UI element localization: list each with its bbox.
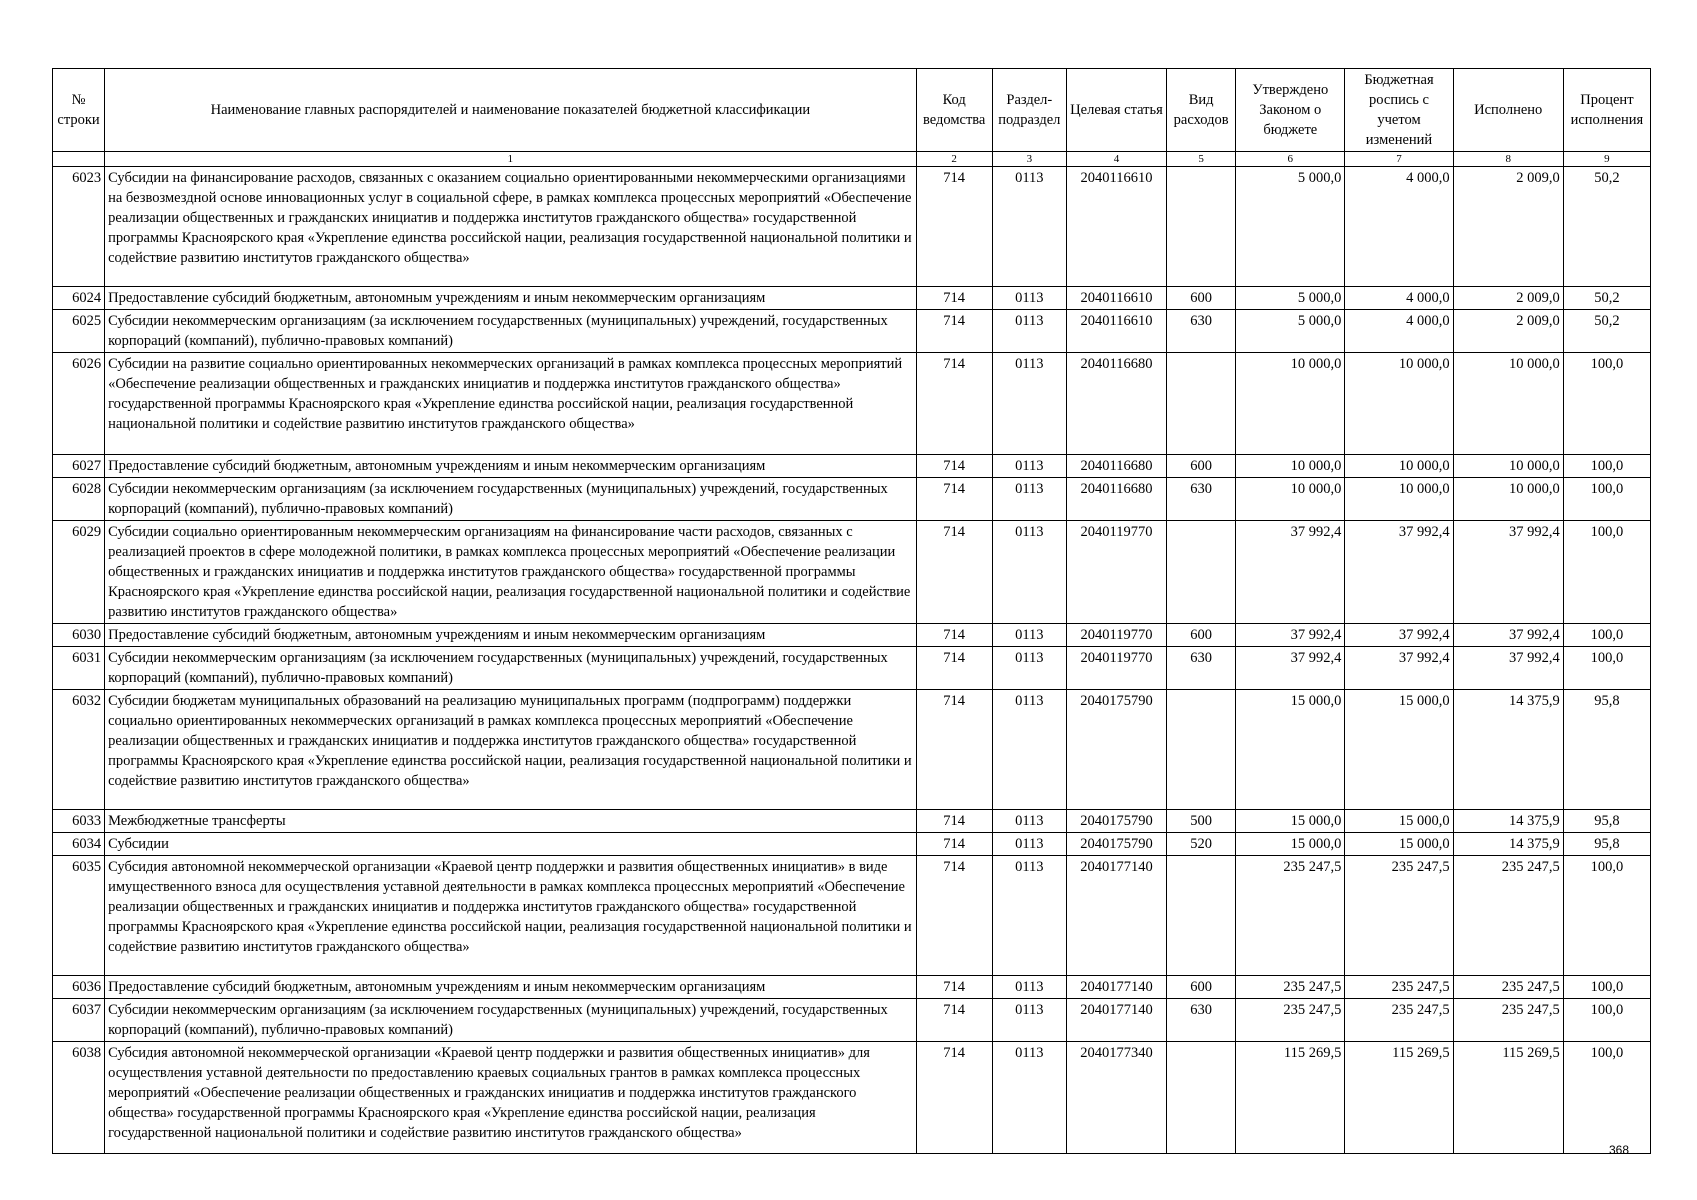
row-approved: 115 269,5 [1236,1042,1345,1154]
row-budget: 235 247,5 [1345,999,1453,1042]
row-expense-type [1167,690,1236,810]
row-budget: 37 992,4 [1345,521,1453,624]
row-approved: 10 000,0 [1236,478,1345,521]
row-target: 2040116610 [1066,167,1166,287]
row-percent: 100,0 [1563,521,1650,624]
table-body [53,167,1651,1154]
row-budget: 4 000,0 [1345,167,1453,287]
row-number: 6033 [53,810,105,833]
row-section: 0113 [992,976,1066,999]
row-target: 2040177340 [1066,1042,1166,1154]
table-row [53,833,1651,856]
column-number-row [53,152,1651,167]
row-number: 6025 [53,310,105,353]
row-number: 6029 [53,521,105,624]
header-budget: Бюджетная роспись с учетом изменений [1345,69,1453,152]
row-number: 6037 [53,999,105,1042]
row-expense-type: 600 [1167,287,1236,310]
table-row [53,647,1651,690]
row-executed: 10 000,0 [1453,353,1563,455]
row-section: 0113 [992,690,1066,810]
row-number: 6032 [53,690,105,810]
column-number-blank [53,152,105,167]
column-number: 9 [1563,152,1650,167]
header-expense-type: Вид расходов [1167,69,1236,152]
row-budget: 235 247,5 [1345,976,1453,999]
table-row [53,167,1651,287]
row-name: Субсидии на финансирование расходов, связанных с оказанием социально ориентированными некоммерческими организациями на безвозмездной основе инновационных услуг в социальной сфере, в рамках комплекса процессных мероприятий «Обеспечение реализации общественных и гражданских инициатив и поддержка институтов гражданского общества» государственной программы Красноярского края «Укрепление единства российской нации, реализация государственной национальной политики и содействие развитию институтов гражданского общества» [105,167,917,287]
row-executed: 235 247,5 [1453,856,1563,976]
row-name: Предоставление субсидий бюджетным, автономным учреждениям и иным некоммерческим организациям [105,287,917,310]
row-section: 0113 [992,647,1066,690]
row-number: 6024 [53,287,105,310]
row-target: 2040177140 [1066,999,1166,1042]
row-expense-type: 600 [1167,455,1236,478]
row-dept-code: 714 [916,810,992,833]
header-dept-code: Код ведомства [916,69,992,152]
row-executed: 2 009,0 [1453,287,1563,310]
row-percent: 100,0 [1563,455,1650,478]
row-name: Межбюджетные трансферты [105,810,917,833]
page-number: 368 [1608,1143,1629,1157]
row-dept-code: 714 [916,167,992,287]
column-number: 1 [105,152,917,167]
column-number: 5 [1167,152,1236,167]
row-approved: 15 000,0 [1236,810,1345,833]
row-percent: 95,8 [1563,833,1650,856]
row-executed: 37 992,4 [1453,647,1563,690]
table-row [53,856,1651,976]
row-budget: 10 000,0 [1345,478,1453,521]
row-number: 6030 [53,624,105,647]
row-percent: 100,0 [1563,624,1650,647]
row-percent: 100,0 [1563,976,1650,999]
row-dept-code: 714 [916,833,992,856]
row-name: Субсидии некоммерческим организациям (за исключением государственных (муниципальных) учреждений, государственных корпораций (компаний), публично-правовых компаний) [105,647,917,690]
column-number: 3 [992,152,1066,167]
row-approved: 15 000,0 [1236,833,1345,856]
table-row [53,624,1651,647]
row-percent: 100,0 [1563,353,1650,455]
row-budget: 4 000,0 [1345,287,1453,310]
row-percent: 100,0 [1563,856,1650,976]
row-approved: 5 000,0 [1236,287,1345,310]
row-target: 2040177140 [1066,976,1166,999]
row-budget: 15 000,0 [1345,810,1453,833]
row-target: 2040175790 [1066,690,1166,810]
column-number: 2 [916,152,992,167]
row-executed: 2 009,0 [1453,310,1563,353]
row-budget: 4 000,0 [1345,310,1453,353]
row-section: 0113 [992,810,1066,833]
row-percent: 50,2 [1563,167,1650,287]
column-number: 4 [1066,152,1166,167]
table-header-row [53,69,1651,152]
row-number: 6027 [53,455,105,478]
row-percent: 100,0 [1563,999,1650,1042]
table-row [53,478,1651,521]
row-name: Субсидии некоммерческим организациям (за исключением государственных (муниципальных) учреждений, государственных корпораций (компаний), публично-правовых компаний) [105,999,917,1042]
row-target: 2040116610 [1066,310,1166,353]
row-executed: 235 247,5 [1453,976,1563,999]
row-number: 6035 [53,856,105,976]
row-section: 0113 [992,353,1066,455]
row-name: Субсидия автономной некоммерческой организации «Краевой центр поддержки и развития общественных инициатив» в виде имущественного взноса для осуществления уставной деятельности в рамках комплекса процессных мероприятий «Обеспечение реализации общественных и гражданских инициатив и поддержка институтов гражданского общества» государственной программы Красноярского края «Укрепление единства российской нации, реализация государственной национальной политики и содействие развитию институтов гражданского общества» [105,856,917,976]
row-approved: 10 000,0 [1236,353,1345,455]
row-executed: 14 375,9 [1453,810,1563,833]
header-name: Наименование главных распорядителей и наименование показателей бюджетной классификации [105,69,917,152]
row-section: 0113 [992,856,1066,976]
row-section: 0113 [992,478,1066,521]
row-expense-type [1167,856,1236,976]
row-dept-code: 714 [916,455,992,478]
row-target: 2040116610 [1066,287,1166,310]
table-row [53,976,1651,999]
row-number: 6023 [53,167,105,287]
row-budget: 10 000,0 [1345,353,1453,455]
column-number: 7 [1345,152,1453,167]
row-dept-code: 714 [916,1042,992,1154]
row-approved: 37 992,4 [1236,624,1345,647]
row-dept-code: 714 [916,624,992,647]
budget-table [52,68,1651,1154]
header-approved: Утверждено Законом о бюджете [1236,69,1345,152]
row-dept-code: 714 [916,287,992,310]
row-budget: 10 000,0 [1345,455,1453,478]
header-percent: Процент исполнения [1563,69,1650,152]
header-executed: Исполнено [1453,69,1563,152]
row-section: 0113 [992,833,1066,856]
row-dept-code: 714 [916,478,992,521]
row-number: 6036 [53,976,105,999]
header-row-number: № строки [53,69,105,152]
row-section: 0113 [992,1042,1066,1154]
row-approved: 37 992,4 [1236,647,1345,690]
row-executed: 10 000,0 [1453,478,1563,521]
row-dept-code: 714 [916,690,992,810]
row-section: 0113 [992,521,1066,624]
row-expense-type: 630 [1167,310,1236,353]
row-section: 0113 [992,455,1066,478]
column-number: 8 [1453,152,1563,167]
row-number: 6026 [53,353,105,455]
row-percent: 50,2 [1563,310,1650,353]
table-row [53,310,1651,353]
row-target: 2040116680 [1066,353,1166,455]
row-expense-type: 520 [1167,833,1236,856]
row-approved: 235 247,5 [1236,976,1345,999]
row-approved: 10 000,0 [1236,455,1345,478]
row-percent: 100,0 [1563,1042,1650,1154]
row-percent: 100,0 [1563,647,1650,690]
header-target: Целевая статья [1066,69,1166,152]
row-approved: 15 000,0 [1236,690,1345,810]
row-section: 0113 [992,287,1066,310]
column-number: 6 [1236,152,1345,167]
row-number: 6028 [53,478,105,521]
row-name: Субсидии бюджетам муниципальных образований на реализацию муниципальных программ (подпрограмм) поддержки социально ориентированных некоммерческих организаций в рамках комплекса процессных мероприятий «Обеспечение реализации общественных и гражданских инициатив и поддержка институтов гражданского общества» государственной программы Красноярского края «Укрепление единства российской нации, реализация государственной национальной политики и содействие развитию институтов гражданского общества» [105,690,917,810]
row-approved: 235 247,5 [1236,999,1345,1042]
row-expense-type [1167,353,1236,455]
row-percent: 50,2 [1563,287,1650,310]
header-section: Раздел-подраздел [992,69,1066,152]
table-row [53,999,1651,1042]
row-budget: 115 269,5 [1345,1042,1453,1154]
row-expense-type: 500 [1167,810,1236,833]
row-budget: 37 992,4 [1345,624,1453,647]
row-executed: 10 000,0 [1453,455,1563,478]
row-executed: 115 269,5 [1453,1042,1563,1154]
row-executed: 14 375,9 [1453,690,1563,810]
table-row [53,287,1651,310]
row-dept-code: 714 [916,999,992,1042]
row-section: 0113 [992,999,1066,1042]
row-dept-code: 714 [916,353,992,455]
row-number: 6038 [53,1042,105,1154]
row-expense-type: 630 [1167,478,1236,521]
row-expense-type [1167,1042,1236,1154]
table-row [53,455,1651,478]
table-row [53,521,1651,624]
table-row [53,353,1651,455]
row-name: Субсидии социально ориентированным некоммерческим организациям на финансирование части расходов, связанных с реализацией проектов в сфере молодежной политики, в рамках комплекса процессных мероприятий «Обеспечение реализации общественных и гражданских инициатив и поддержка институтов гражданского общества» государственной программы Красноярского края «Укрепление единства российской нации, реализация государственной национальной политики и содействие развитию институтов гражданского общества» [105,521,917,624]
row-budget: 15 000,0 [1345,690,1453,810]
row-approved: 5 000,0 [1236,167,1345,287]
row-name: Субсидии [105,833,917,856]
row-expense-type [1167,167,1236,287]
row-percent: 100,0 [1563,478,1650,521]
row-dept-code: 714 [916,521,992,624]
row-executed: 14 375,9 [1453,833,1563,856]
row-name: Субсидии на развитие социально ориентированных некоммерческих организаций в рамках комплекса процессных мероприятий «Обеспечение реализации общественных и гражданских инициатив и поддержка институтов гражданского общества» государственной программы Красноярского края «Укрепление единства российской нации, реализация государственной национальной политики и содействие развитию институтов гражданского общества» [105,353,917,455]
row-percent: 95,8 [1563,810,1650,833]
row-section: 0113 [992,167,1066,287]
row-expense-type [1167,521,1236,624]
row-approved: 37 992,4 [1236,521,1345,624]
row-target: 2040119770 [1066,521,1166,624]
row-section: 0113 [992,310,1066,353]
row-dept-code: 714 [916,647,992,690]
row-budget: 37 992,4 [1345,647,1453,690]
row-expense-type: 600 [1167,976,1236,999]
row-target: 2040119770 [1066,647,1166,690]
row-target: 2040116680 [1066,478,1166,521]
row-dept-code: 714 [916,856,992,976]
row-target: 2040119770 [1066,624,1166,647]
row-approved: 5 000,0 [1236,310,1345,353]
row-number: 6034 [53,833,105,856]
row-name: Субсидии некоммерческим организациям (за исключением государственных (муниципальных) учреждений, государственных корпораций (компаний), публично-правовых компаний) [105,310,917,353]
row-expense-type: 630 [1167,647,1236,690]
row-number: 6031 [53,647,105,690]
table-row [53,810,1651,833]
row-budget: 15 000,0 [1345,833,1453,856]
row-target: 2040175790 [1066,833,1166,856]
row-executed: 2 009,0 [1453,167,1563,287]
row-target: 2040177140 [1066,856,1166,976]
row-name: Субсидия автономной некоммерческой организации «Краевой центр поддержки и развития общественных инициатив» для осуществления уставной деятельности по предоставлению краевых социальных грантов в рамках комплекса процессных мероприятий «Обеспечение реализации общественных и гражданских инициатив и поддержка институтов гражданского общества» государственной программы Красноярского края «Укрепление единства российской нации, реализация государственной национальной политики и содействие развитию институтов гражданского общества» [105,1042,917,1154]
row-budget: 235 247,5 [1345,856,1453,976]
row-name: Предоставление субсидий бюджетным, автономным учреждениям и иным некоммерческим организациям [105,455,917,478]
row-name: Предоставление субсидий бюджетным, автономным учреждениям и иным некоммерческим организациям [105,624,917,647]
row-executed: 37 992,4 [1453,624,1563,647]
row-target: 2040116680 [1066,455,1166,478]
row-name: Субсидии некоммерческим организациям (за исключением государственных (муниципальных) учреждений, государственных корпораций (компаний), публично-правовых компаний) [105,478,917,521]
row-target: 2040175790 [1066,810,1166,833]
row-executed: 235 247,5 [1453,999,1563,1042]
row-section: 0113 [992,624,1066,647]
row-expense-type: 630 [1167,999,1236,1042]
row-dept-code: 714 [916,976,992,999]
row-approved: 235 247,5 [1236,856,1345,976]
row-executed: 37 992,4 [1453,521,1563,624]
row-dept-code: 714 [916,310,992,353]
table-row [53,690,1651,810]
row-expense-type: 600 [1167,624,1236,647]
row-name: Предоставление субсидий бюджетным, автономным учреждениям и иным некоммерческим организациям [105,976,917,999]
table-row [53,1042,1651,1154]
row-percent: 95,8 [1563,690,1650,810]
